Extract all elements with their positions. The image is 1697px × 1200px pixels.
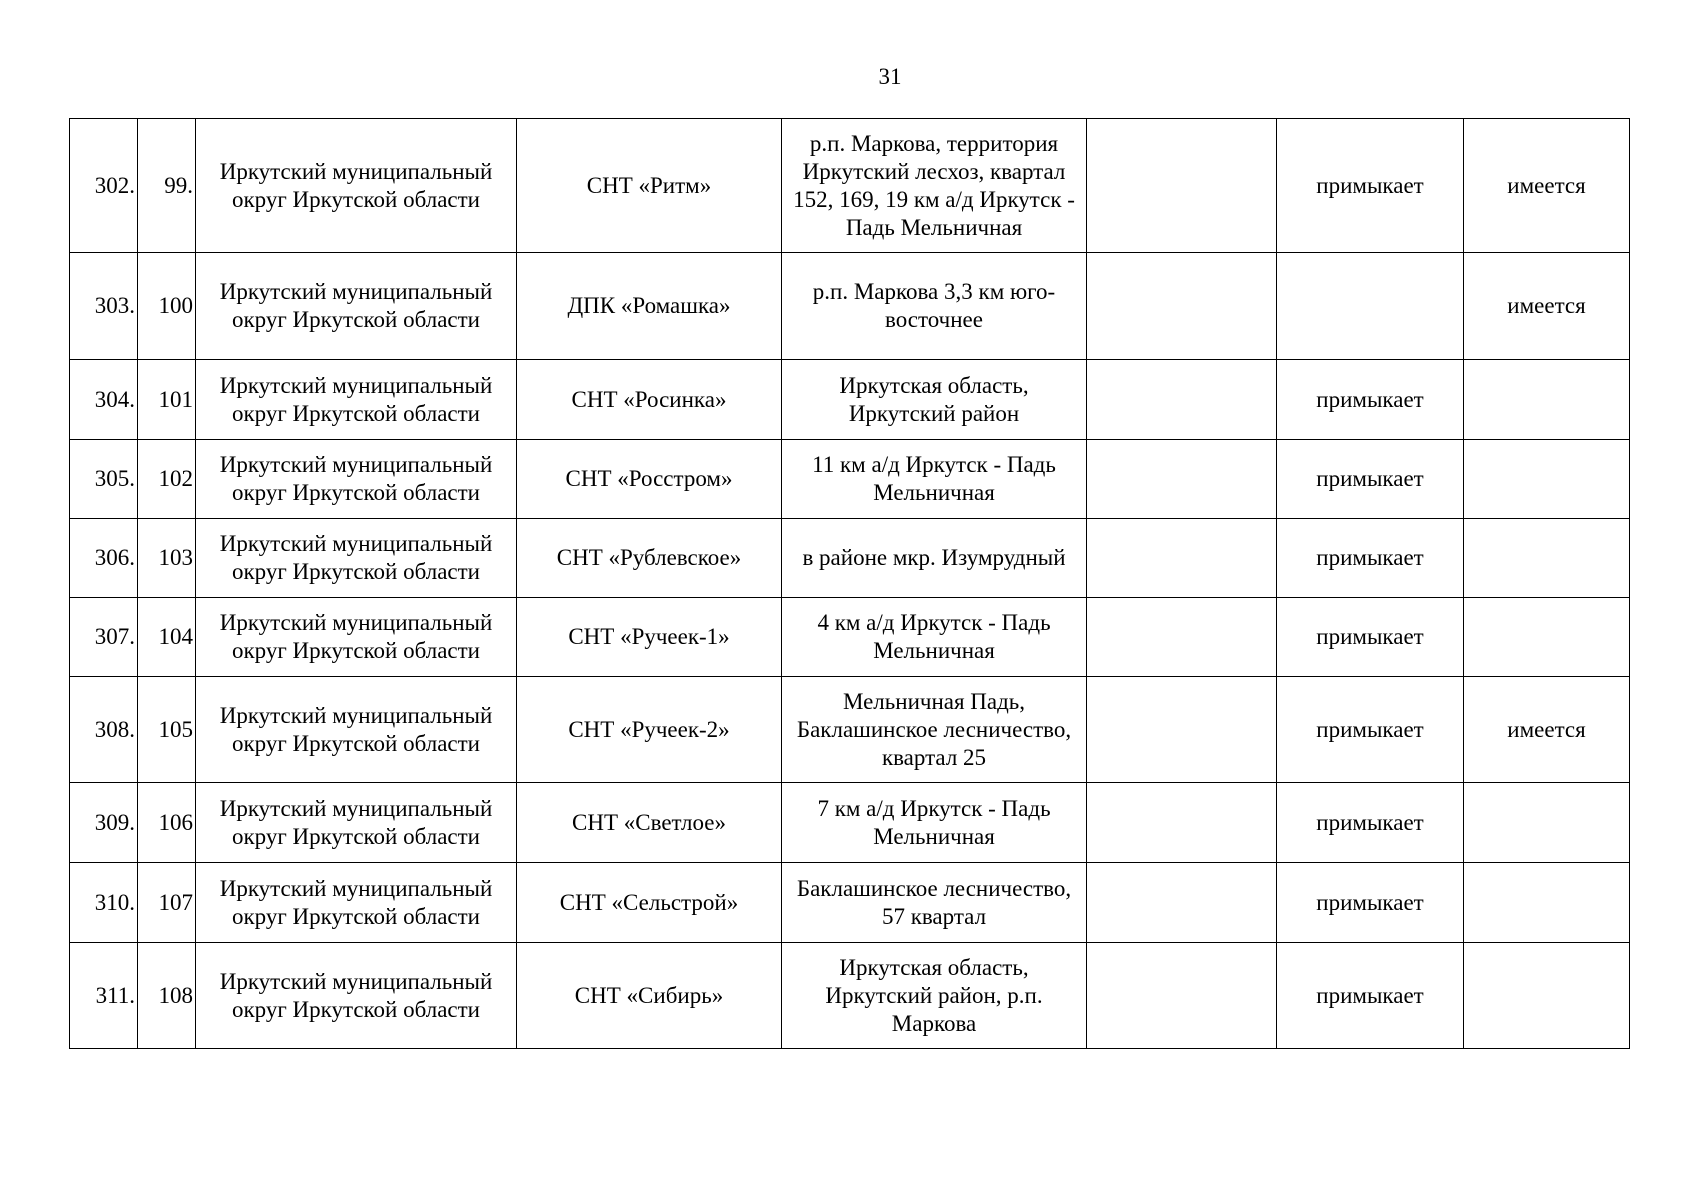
availability-cell — [1464, 943, 1630, 1049]
name-cell: СНТ «Рублевское» — [517, 519, 782, 598]
sub-number: 99. — [138, 119, 196, 253]
row-number: 311. — [70, 943, 138, 1049]
name-cell: СНТ «Сибирь» — [517, 943, 782, 1049]
table-row — [70, 677, 1630, 783]
table-row — [70, 519, 1630, 598]
row-number: 302. — [70, 119, 138, 253]
availability-cell — [1464, 863, 1630, 943]
adjacency-cell: примыкает — [1277, 783, 1464, 863]
availability-cell: имеется — [1464, 253, 1630, 360]
blank-cell — [1087, 863, 1277, 943]
adjacency-cell: примыкает — [1277, 360, 1464, 440]
row-number: 306. — [70, 519, 138, 598]
location-cell: 11 км а/д Иркутск - Падь Мельничная — [782, 440, 1087, 519]
district-cell: Иркутский муниципальный округ Иркутской области — [196, 863, 517, 943]
table-row — [70, 783, 1630, 863]
adjacency-cell — [1277, 253, 1464, 360]
table-row — [70, 119, 1630, 253]
name-cell: СНТ «Ритм» — [517, 119, 782, 253]
district-cell: Иркутский муниципальный округ Иркутской области — [196, 440, 517, 519]
adjacency-cell: примыкает — [1277, 598, 1464, 677]
sub-number: 105 — [138, 677, 196, 783]
row-number: 305. — [70, 440, 138, 519]
availability-cell: имеется — [1464, 677, 1630, 783]
location-cell: Баклашинское лесничество, 57 квартал — [782, 863, 1087, 943]
district-cell: Иркутский муниципальный округ Иркутской области — [196, 119, 517, 253]
blank-cell — [1087, 360, 1277, 440]
row-number: 309. — [70, 783, 138, 863]
table-row — [70, 253, 1630, 360]
sub-number: 106 — [138, 783, 196, 863]
row-number: 310. — [70, 863, 138, 943]
district-cell: Иркутский муниципальный округ Иркутской области — [196, 519, 517, 598]
location-cell: 4 км а/д Иркутск - Падь Мельничная — [782, 598, 1087, 677]
location-cell: Иркутская область, Иркутский район, р.п. Маркова — [782, 943, 1087, 1049]
adjacency-cell: примыкает — [1277, 863, 1464, 943]
row-number: 304. — [70, 360, 138, 440]
location-cell: 7 км а/д Иркутск - Падь Мельничная — [782, 783, 1087, 863]
sub-number: 102 — [138, 440, 196, 519]
location-cell: р.п. Маркова 3,3 км юго-восточнее — [782, 253, 1087, 360]
name-cell: СНТ «Росстром» — [517, 440, 782, 519]
register-table — [69, 118, 1630, 1049]
availability-cell — [1464, 598, 1630, 677]
table-row — [70, 943, 1630, 1049]
adjacency-cell: примыкает — [1277, 943, 1464, 1049]
availability-cell: имеется — [1464, 119, 1630, 253]
location-cell: р.п. Маркова, территория Иркутский лесхоз, квартал 152, 169, 19 км а/д Иркутск - Падь Мельничная — [782, 119, 1087, 253]
table-row — [70, 440, 1630, 519]
table-row — [70, 598, 1630, 677]
location-cell: Иркутская область, Иркутский район — [782, 360, 1087, 440]
blank-cell — [1087, 440, 1277, 519]
blank-cell — [1087, 598, 1277, 677]
adjacency-cell: примыкает — [1277, 119, 1464, 253]
blank-cell — [1087, 119, 1277, 253]
name-cell: СНТ «Ручеек-2» — [517, 677, 782, 783]
district-cell: Иркутский муниципальный округ Иркутской области — [196, 943, 517, 1049]
blank-cell — [1087, 253, 1277, 360]
district-cell: Иркутский муниципальный округ Иркутской области — [196, 598, 517, 677]
adjacency-cell: примыкает — [1277, 519, 1464, 598]
sub-number: 108 — [138, 943, 196, 1049]
blank-cell — [1087, 677, 1277, 783]
page-number: 31 — [878, 64, 902, 89]
district-cell: Иркутский муниципальный округ Иркутской области — [196, 253, 517, 360]
availability-cell — [1464, 360, 1630, 440]
availability-cell — [1464, 519, 1630, 598]
blank-cell — [1087, 519, 1277, 598]
name-cell: СНТ «Росинка» — [517, 360, 782, 440]
name-cell: СНТ «Светлое» — [517, 783, 782, 863]
sub-number: 100 — [138, 253, 196, 360]
availability-cell — [1464, 783, 1630, 863]
district-cell: Иркутский муниципальный округ Иркутской области — [196, 677, 517, 783]
sub-number: 101 — [138, 360, 196, 440]
row-number: 308. — [70, 677, 138, 783]
row-number: 307. — [70, 598, 138, 677]
name-cell: СНТ «Сельстрой» — [517, 863, 782, 943]
adjacency-cell: примыкает — [1277, 440, 1464, 519]
sub-number: 103 — [138, 519, 196, 598]
district-cell: Иркутский муниципальный округ Иркутской области — [196, 360, 517, 440]
blank-cell — [1087, 943, 1277, 1049]
name-cell: СНТ «Ручеек-1» — [517, 598, 782, 677]
row-number: 303. — [70, 253, 138, 360]
sub-number: 104 — [138, 598, 196, 677]
sub-number: 107 — [138, 863, 196, 943]
name-cell: ДПК «Ромашка» — [517, 253, 782, 360]
location-cell: в районе мкр. Изумрудный — [782, 519, 1087, 598]
location-cell: Мельничная Падь, Баклашинское лесничество, квартал 25 — [782, 677, 1087, 783]
blank-cell — [1087, 783, 1277, 863]
table-row — [70, 863, 1630, 943]
table-row — [70, 360, 1630, 440]
availability-cell — [1464, 440, 1630, 519]
district-cell: Иркутский муниципальный округ Иркутской области — [196, 783, 517, 863]
adjacency-cell: примыкает — [1277, 677, 1464, 783]
